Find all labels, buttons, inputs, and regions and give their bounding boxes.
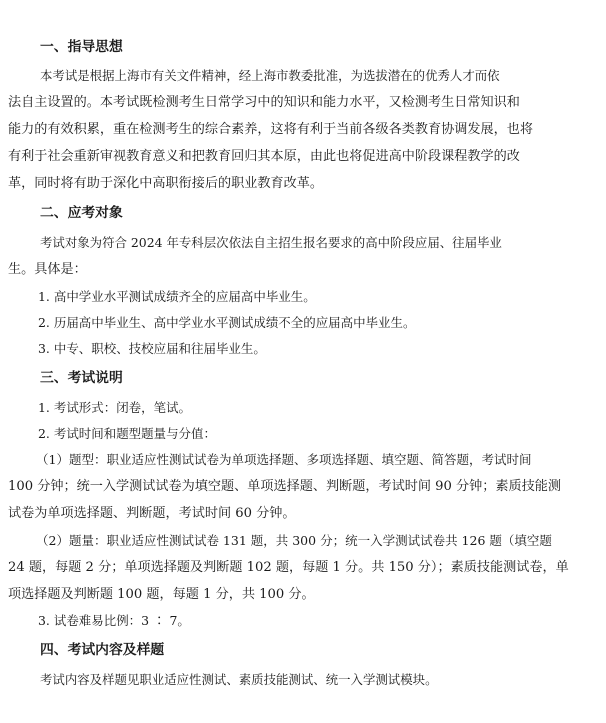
paragraph-line: （1）题型：职业适应性测试试卷为单项选择题、多项选择题、填空题、简答题，考试时间 <box>36 452 532 467</box>
paragraph-line: 项选择题及判断题 100 题，每题 1 分，共 100 分。 <box>8 587 315 602</box>
paragraph-line: 试卷为单项选择题、判断题，考试时间 60 分钟。 <box>8 506 296 521</box>
paragraph-line: 生。具体是： <box>8 262 87 277</box>
paragraph-line: 革，同时将有助于深化中高职衔接后的职业教育改革。 <box>8 176 323 191</box>
paragraph-line: 能力的有效积累，重在检测考生的综合素养，这将有利于当前各级各类教育协调发展，也将 <box>8 122 533 137</box>
paragraph-line: 考试对象为符合 2024 年专科层次依法自主招生报名要求的高中阶段应届、往届毕业 <box>40 235 502 250</box>
list-item: 3. 中专、职校、技校应届和往届毕业生。 <box>38 341 266 356</box>
section-heading-candidates: 二、应考对象 <box>40 205 123 221</box>
paragraph-line: 法自主设置的。本考试既检测考生日常学习中的知识和能力水平，又检测考生日常知识和 <box>8 95 520 110</box>
section-heading-content-and-samples: 四、考试内容及样题 <box>40 642 165 658</box>
paragraph-line: 有利于社会重新审视教育意义和把教育回归其本原，由此也将促进高中阶段课程教学的改 <box>8 149 520 164</box>
paragraph-line: 考试内容及样题见职业适应性测试、素质技能测试、统一入学测试模块。 <box>40 672 438 687</box>
section-heading-guiding-ideology: 一、指导思想 <box>40 39 123 55</box>
paragraph-line: 100 分钟；统一入学测试试卷为填空题、单项选择题、判断题，考试时间 90 分钟；素质技能测 <box>8 479 562 494</box>
section-heading-exam-notes: 三、考试说明 <box>40 370 123 386</box>
paragraph-line: （2）题量：职业适应性测试试卷 131 题，共 300 分；统一入学测试试卷共 126 题（填空题 <box>36 533 552 548</box>
list-item: 2. 历届高中毕业生、高中学业水平测试成绩不全的应届高中毕业生。 <box>38 315 416 330</box>
paragraph-line: 本考试是根据上海市有关文件精神，经上海市教委批准，为选拔潜在的优秀人才而依 <box>40 68 500 83</box>
list-item: 1. 考试形式：闭卷，笔试。 <box>38 400 192 415</box>
list-item: 1. 高中学业水平测试成绩齐全的应届高中毕业生。 <box>38 289 316 304</box>
paragraph-line: 24 题，每题 2 分；单项选择题及判断题 102 题，每题 1 分。共 150 分）；素质技能测试卷，单 <box>8 560 569 575</box>
list-item: 3. 试卷难易比例：3 ∶ 7。 <box>38 613 190 628</box>
list-item: 2. 考试时间和题型题量与分值： <box>38 426 216 441</box>
